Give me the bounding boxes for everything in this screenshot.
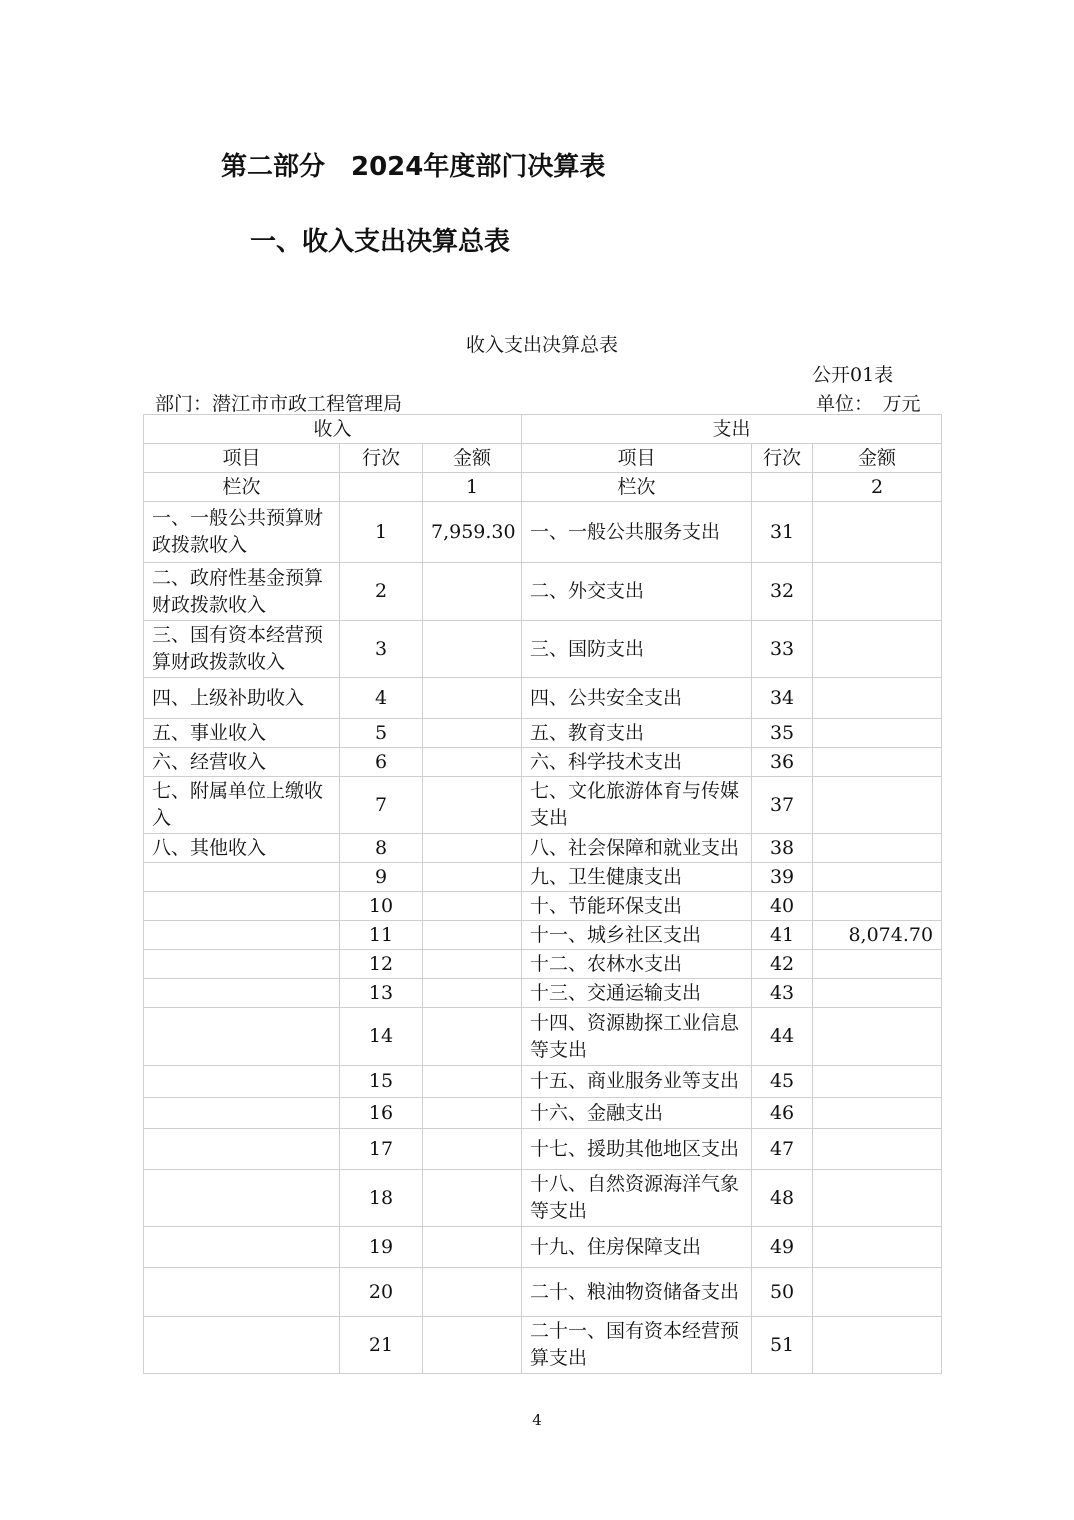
expense-amount bbox=[813, 1066, 942, 1098]
expense-item: 四、公共安全支出 bbox=[522, 678, 752, 719]
income-amount bbox=[423, 1317, 522, 1374]
income-line: 3 bbox=[340, 621, 423, 678]
income-line: 16 bbox=[340, 1098, 423, 1129]
expense-line: 50 bbox=[752, 1268, 813, 1317]
index-cell: 栏次 bbox=[522, 473, 752, 502]
expense-amount bbox=[813, 1317, 942, 1374]
table-row bbox=[144, 748, 942, 777]
col-header: 金额 bbox=[423, 444, 522, 473]
table-row bbox=[144, 563, 942, 621]
expense-amount bbox=[813, 621, 942, 678]
expense-amount bbox=[813, 1268, 942, 1317]
expense-amount bbox=[813, 678, 942, 719]
table-row bbox=[144, 1268, 942, 1317]
expense-amount bbox=[813, 777, 942, 834]
table-row bbox=[144, 1066, 942, 1098]
income-item bbox=[144, 863, 340, 892]
index-cell: 2 bbox=[813, 473, 942, 502]
income-amount bbox=[423, 678, 522, 719]
income-item bbox=[144, 921, 340, 950]
index-cell bbox=[340, 473, 423, 502]
income-line: 20 bbox=[340, 1268, 423, 1317]
expense-amount bbox=[813, 834, 942, 863]
expense-line: 34 bbox=[752, 678, 813, 719]
income-amount bbox=[423, 979, 522, 1008]
expense-line: 33 bbox=[752, 621, 813, 678]
group-header-row bbox=[144, 415, 942, 444]
expense-amount bbox=[813, 502, 942, 563]
income-item bbox=[144, 892, 340, 921]
income-line: 12 bbox=[340, 950, 423, 979]
expense-line: 38 bbox=[752, 834, 813, 863]
income-amount bbox=[423, 921, 522, 950]
expense-amount bbox=[813, 979, 942, 1008]
expense-line: 42 bbox=[752, 950, 813, 979]
income-item bbox=[144, 1008, 340, 1066]
income-amount bbox=[423, 1008, 522, 1066]
col-header: 项目 bbox=[522, 444, 752, 473]
income-amount bbox=[423, 892, 522, 921]
income-line: 13 bbox=[340, 979, 423, 1008]
table-row bbox=[144, 719, 942, 748]
expense-item: 一、一般公共服务支出 bbox=[522, 502, 752, 563]
expense-amount bbox=[813, 748, 942, 777]
income-line: 9 bbox=[340, 863, 423, 892]
income-item bbox=[144, 1227, 340, 1268]
expense-item: 十六、金融支出 bbox=[522, 1098, 752, 1129]
expense-line: 51 bbox=[752, 1317, 813, 1374]
expense-line: 39 bbox=[752, 863, 813, 892]
page-number: 4 bbox=[532, 1411, 542, 1429]
expense-amount bbox=[813, 1129, 942, 1170]
expense-item: 十二、农林水支出 bbox=[522, 950, 752, 979]
income-item bbox=[144, 1317, 340, 1374]
income-line: 5 bbox=[340, 719, 423, 748]
income-line: 11 bbox=[340, 921, 423, 950]
expense-amount bbox=[813, 719, 942, 748]
income-amount: 7,959.30 bbox=[423, 502, 522, 563]
table-row bbox=[144, 892, 942, 921]
expense-amount bbox=[813, 863, 942, 892]
expense-amount bbox=[813, 1227, 942, 1268]
table-row bbox=[144, 621, 942, 678]
expense-line: 41 bbox=[752, 921, 813, 950]
table-row bbox=[144, 1317, 942, 1374]
income-item: 八、其他收入 bbox=[144, 834, 340, 863]
expense-line: 43 bbox=[752, 979, 813, 1008]
unit-label: 单位： 万元 bbox=[816, 393, 921, 415]
page-heading: 第二部分 2024年度部门决算表 bbox=[221, 152, 606, 182]
table-row bbox=[144, 921, 942, 950]
income-line: 1 bbox=[340, 502, 423, 563]
index-cell: 栏次 bbox=[144, 473, 340, 502]
section-heading: 一、收入支出决算总表 bbox=[250, 227, 511, 257]
expense-item: 十四、资源勘探工业信息等支出 bbox=[522, 1008, 752, 1066]
expense-item: 十五、商业服务业等支出 bbox=[522, 1066, 752, 1098]
expense-line: 47 bbox=[752, 1129, 813, 1170]
expense-amount bbox=[813, 950, 942, 979]
income-item bbox=[144, 1129, 340, 1170]
table-row bbox=[144, 834, 942, 863]
income-line: 18 bbox=[340, 1170, 423, 1227]
table-row bbox=[144, 1227, 942, 1268]
expense-line: 36 bbox=[752, 748, 813, 777]
col-header: 行次 bbox=[340, 444, 423, 473]
expense-amount bbox=[813, 1170, 942, 1227]
col-header: 项目 bbox=[144, 444, 340, 473]
expense-item: 十一、城乡社区支出 bbox=[522, 921, 752, 950]
table-row bbox=[144, 950, 942, 979]
income-item bbox=[144, 1098, 340, 1129]
income-amount bbox=[423, 621, 522, 678]
expense-line: 44 bbox=[752, 1008, 813, 1066]
index-cell bbox=[752, 473, 813, 502]
income-item: 二、政府性基金预算财政拨款收入 bbox=[144, 563, 340, 621]
expense-amount bbox=[813, 892, 942, 921]
income-amount bbox=[423, 563, 522, 621]
expense-amount bbox=[813, 563, 942, 621]
income-line: 4 bbox=[340, 678, 423, 719]
expense-line: 45 bbox=[752, 1066, 813, 1098]
table-row bbox=[144, 1170, 942, 1227]
income-amount bbox=[423, 1268, 522, 1317]
table-row bbox=[144, 777, 942, 834]
expense-group-header: 支出 bbox=[522, 415, 942, 444]
income-amount bbox=[423, 863, 522, 892]
expense-item: 十七、援助其他地区支出 bbox=[522, 1129, 752, 1170]
expense-item: 五、教育支出 bbox=[522, 719, 752, 748]
income-amount bbox=[423, 748, 522, 777]
expense-line: 40 bbox=[752, 892, 813, 921]
expense-line: 48 bbox=[752, 1170, 813, 1227]
income-amount bbox=[423, 1098, 522, 1129]
table-number: 公开01表 bbox=[812, 364, 894, 386]
income-item: 七、附属单位上缴收入 bbox=[144, 777, 340, 834]
income-item: 六、经营收入 bbox=[144, 748, 340, 777]
expense-item: 十八、自然资源海洋气象等支出 bbox=[522, 1170, 752, 1227]
income-amount bbox=[423, 719, 522, 748]
income-item: 一、一般公共预算财政拨款收入 bbox=[144, 502, 340, 563]
table-row bbox=[144, 678, 942, 719]
table-row bbox=[144, 1008, 942, 1066]
income-expense-table bbox=[143, 414, 942, 1374]
table-row bbox=[144, 1098, 942, 1129]
income-line: 6 bbox=[340, 748, 423, 777]
expense-line: 49 bbox=[752, 1227, 813, 1268]
income-line: 14 bbox=[340, 1008, 423, 1066]
income-item bbox=[144, 1066, 340, 1098]
income-amount bbox=[423, 1066, 522, 1098]
expense-amount: 8,074.70 bbox=[813, 921, 942, 950]
income-line: 19 bbox=[340, 1227, 423, 1268]
expense-item: 十、节能环保支出 bbox=[522, 892, 752, 921]
expense-amount bbox=[813, 1008, 942, 1066]
expense-amount bbox=[813, 1098, 942, 1129]
index-row bbox=[144, 473, 942, 502]
col-header: 金额 bbox=[813, 444, 942, 473]
expense-line: 35 bbox=[752, 719, 813, 748]
expense-line: 31 bbox=[752, 502, 813, 563]
expense-item: 十九、住房保障支出 bbox=[522, 1227, 752, 1268]
expense-item: 六、科学技术支出 bbox=[522, 748, 752, 777]
expense-item: 十三、交通运输支出 bbox=[522, 979, 752, 1008]
expense-item: 三、国防支出 bbox=[522, 621, 752, 678]
income-item bbox=[144, 950, 340, 979]
table-row bbox=[144, 502, 942, 563]
expense-item: 七、文化旅游体育与传媒支出 bbox=[522, 777, 752, 834]
expense-line: 32 bbox=[752, 563, 813, 621]
income-line: 21 bbox=[340, 1317, 423, 1374]
income-line: 17 bbox=[340, 1129, 423, 1170]
income-group-header: 收入 bbox=[144, 415, 522, 444]
table-caption: 收入支出决算总表 bbox=[465, 334, 618, 356]
income-item: 五、事业收入 bbox=[144, 719, 340, 748]
income-item: 三、国有资本经营预算财政拨款收入 bbox=[144, 621, 340, 678]
income-line: 2 bbox=[340, 563, 423, 621]
expense-item: 九、卫生健康支出 bbox=[522, 863, 752, 892]
income-amount bbox=[423, 1227, 522, 1268]
income-item bbox=[144, 1170, 340, 1227]
expense-item: 八、社会保障和就业支出 bbox=[522, 834, 752, 863]
income-item: 四、上级补助收入 bbox=[144, 678, 340, 719]
column-header-row bbox=[144, 444, 942, 473]
expense-line: 37 bbox=[752, 777, 813, 834]
income-line: 10 bbox=[340, 892, 423, 921]
income-amount bbox=[423, 777, 522, 834]
col-header: 行次 bbox=[752, 444, 813, 473]
income-amount bbox=[423, 1129, 522, 1170]
income-line: 8 bbox=[340, 834, 423, 863]
table-row bbox=[144, 863, 942, 892]
index-cell: 1 bbox=[423, 473, 522, 502]
income-item bbox=[144, 979, 340, 1008]
table-row bbox=[144, 979, 942, 1008]
income-amount bbox=[423, 950, 522, 979]
expense-line: 46 bbox=[752, 1098, 813, 1129]
table-row bbox=[144, 1129, 942, 1170]
income-line: 7 bbox=[340, 777, 423, 834]
expense-item: 二、外交支出 bbox=[522, 563, 752, 621]
income-amount bbox=[423, 1170, 522, 1227]
expense-item: 二十、粮油物资储备支出 bbox=[522, 1268, 752, 1317]
department-label: 部门：潜江市市政工程管理局 bbox=[155, 393, 403, 415]
income-item bbox=[144, 1268, 340, 1317]
income-line: 15 bbox=[340, 1066, 423, 1098]
income-amount bbox=[423, 834, 522, 863]
expense-item: 二十一、国有资本经营预算支出 bbox=[522, 1317, 752, 1374]
